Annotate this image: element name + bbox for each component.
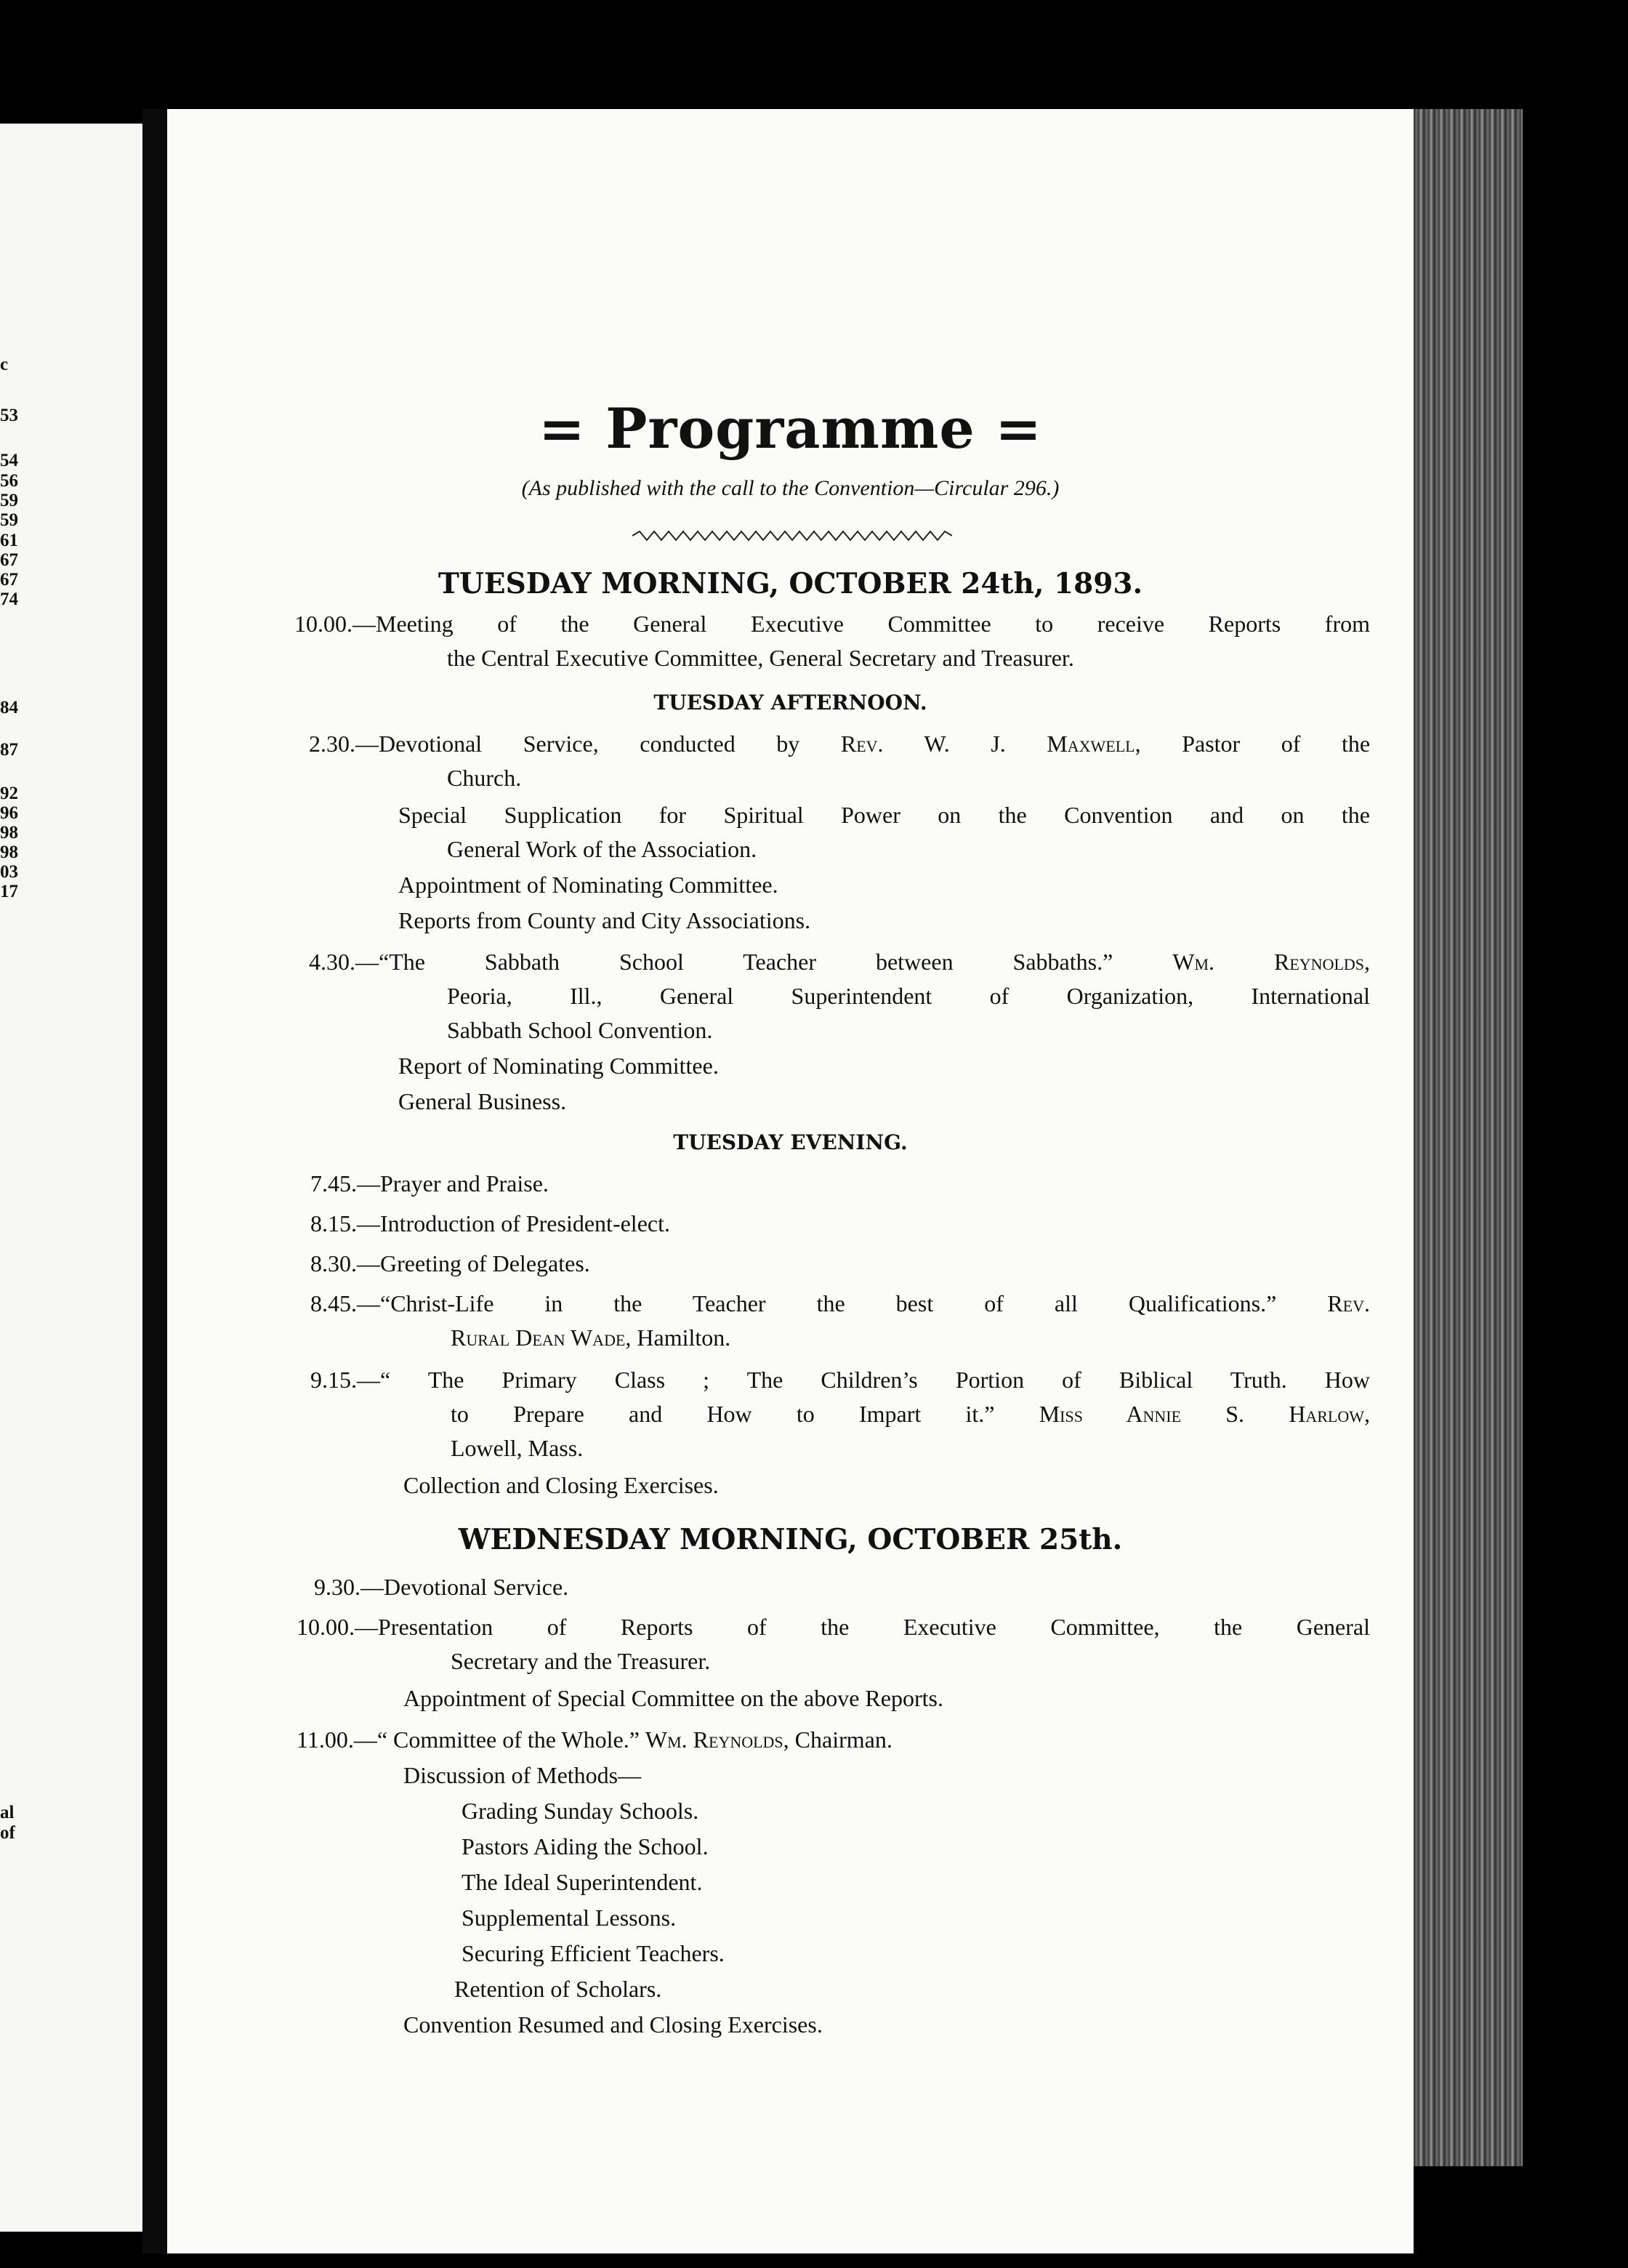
schedule-item-230-cont: Church. [447, 765, 522, 791]
schedule-item-915-cont [451, 1397, 1370, 1431]
margin-number: 84 [0, 698, 18, 717]
method-list-item: Grading Sunday Schools. [462, 1798, 699, 1824]
item-text: Chairman. [794, 1726, 892, 1753]
item-text: Pastor of the [1182, 731, 1371, 757]
item-text: 4.30.—“The Sabbath School Teacher between Sabbaths.” [309, 949, 1113, 975]
left-facing-page [0, 124, 142, 2232]
schedule-item-915: 9.15.—“ The Primary Class ; The Children’s Portion of Biblical Truth. How [310, 1367, 1370, 1393]
schedule-item-1100 [297, 1723, 892, 1756]
margin-number: 98 [0, 843, 18, 862]
schedule-item-930: 9.30.—Devotional Service. [314, 1574, 569, 1600]
speaker-name: Rural Dean Wade, [451, 1324, 632, 1351]
margin-number: 67 [0, 570, 18, 590]
section-heading-wednesday-morning: WEDNESDAY MORNING, OCTOBER 25th. [458, 1523, 1123, 1556]
margin-number: 98 [0, 823, 18, 843]
margin-number: 74 [0, 590, 18, 609]
zigzag-ornament-divider [632, 529, 952, 542]
special-committee: Appointment of Special Committee on the above Reports. [403, 1685, 943, 1711]
method-list-item: Supplemental Lessons. [462, 1905, 677, 1931]
page-title: = Programme = [539, 396, 1042, 461]
speaker-name: Rev. W. J. Maxwell, [840, 731, 1141, 757]
discussion-of-methods: Discussion of Methods— [403, 1762, 642, 1788]
nominating-committee: Appointment of Nominating Committee. [398, 872, 778, 898]
margin-number: 87 [0, 740, 18, 760]
method-list-item: Pastors Aiding the School. [462, 1833, 709, 1859]
schedule-item-1000-wed: 10.00.—Presentation of Reports of the Executive Committee, the General [297, 1614, 1370, 1640]
schedule-item-430 [309, 945, 1370, 978]
item-text: 2.30.—Devotional Service, conducted by [309, 731, 800, 757]
item-text: 8.45.—“Christ-Life in the Teacher the best of all Qualifications.” [310, 1290, 1277, 1316]
margin-number: 59 [0, 510, 18, 530]
margin-number: 96 [0, 803, 18, 823]
schedule-item-815: 8.15.—Introduction of President-elect. [310, 1210, 670, 1236]
schedule-item-745: 7.45.—Prayer and Praise. [310, 1170, 549, 1197]
county-city-reports: Reports from County and City Associations. [398, 907, 811, 933]
report-nominating-committee: Report of Nominating Committee. [398, 1053, 719, 1079]
section-heading-tuesday-morning: TUESDAY MORNING, OCTOBER 24th, 1893. [438, 567, 1143, 600]
book-page-edges [1414, 109, 1523, 2166]
margin-number: c [0, 355, 9, 374]
item-text: to Prepare and How to Impart it.” [451, 1401, 995, 1427]
margin-number: 61 [0, 531, 18, 550]
programme-page [167, 109, 1414, 2253]
schedule-item-230 [309, 727, 1370, 760]
margin-number: 67 [0, 550, 18, 570]
collection-closing: Collection and Closing Exercises. [403, 1472, 719, 1498]
item-text: 11.00.—“ Committee of the Whole.” [297, 1726, 640, 1753]
speaker-name: Wm. Reynolds, [645, 1726, 789, 1753]
speaker-name: Rev. [1327, 1290, 1371, 1316]
general-business: General Business. [398, 1088, 567, 1114]
schedule-item-845 [310, 1287, 1370, 1320]
margin-number: 53 [0, 406, 18, 425]
schedule-item-430-cont: Peoria, Ill., General Superintendent of Organization, International [447, 983, 1370, 1009]
margin-number: 03 [0, 862, 18, 882]
schedule-item-830: 8.30.—Greeting of Delegates. [310, 1250, 590, 1276]
special-supplication: Special Supplication for Spiritual Power on the Convention and on the [398, 802, 1370, 828]
schedule-item-1000: 10.00.—Meeting of the General Executive Committee to receive Reports from [294, 611, 1370, 637]
page-subtitle: (As published with the call to the Convention—Circular 296.) [521, 476, 1060, 500]
item-text: Hamilton. [637, 1324, 731, 1351]
speaker-name: Wm. Reynolds, [1172, 949, 1371, 975]
section-heading-tuesday-evening: TUESDAY EVENING. [673, 1130, 908, 1154]
schedule-item-1000-wed-cont: Secretary and the Treasurer. [451, 1648, 711, 1674]
speaker-name: Miss Annie S. Harlow, [1039, 1401, 1371, 1427]
margin-number: of [0, 1823, 15, 1843]
book-gutter [142, 109, 167, 2253]
margin-number: 54 [0, 451, 18, 470]
margin-number: 92 [0, 784, 18, 803]
convention-resumed: Convention Resumed and Closing Exercises. [403, 2011, 823, 2038]
margin-number: 17 [0, 882, 18, 901]
special-supplication-cont: General Work of the Association. [447, 836, 757, 862]
schedule-item-1000-cont: the Central Executive Committee, General Secretary and Treasurer. [447, 645, 1074, 671]
schedule-item-915-cont2: Lowell, Mass. [451, 1435, 584, 1461]
section-heading-tuesday-afternoon: TUESDAY AFTERNOON. [653, 691, 927, 715]
margin-number: 59 [0, 491, 18, 510]
margin-number: 56 [0, 471, 18, 491]
margin-number: al [0, 1803, 15, 1822]
method-list-item: The Ideal Superintendent. [462, 1869, 703, 1895]
schedule-item-430-cont2: Sabbath School Convention. [447, 1017, 713, 1043]
method-list-item: Securing Efficient Teachers. [462, 1940, 725, 1966]
schedule-item-845-cont [451, 1321, 730, 1354]
method-list-item: Retention of Scholars. [454, 1976, 662, 2002]
